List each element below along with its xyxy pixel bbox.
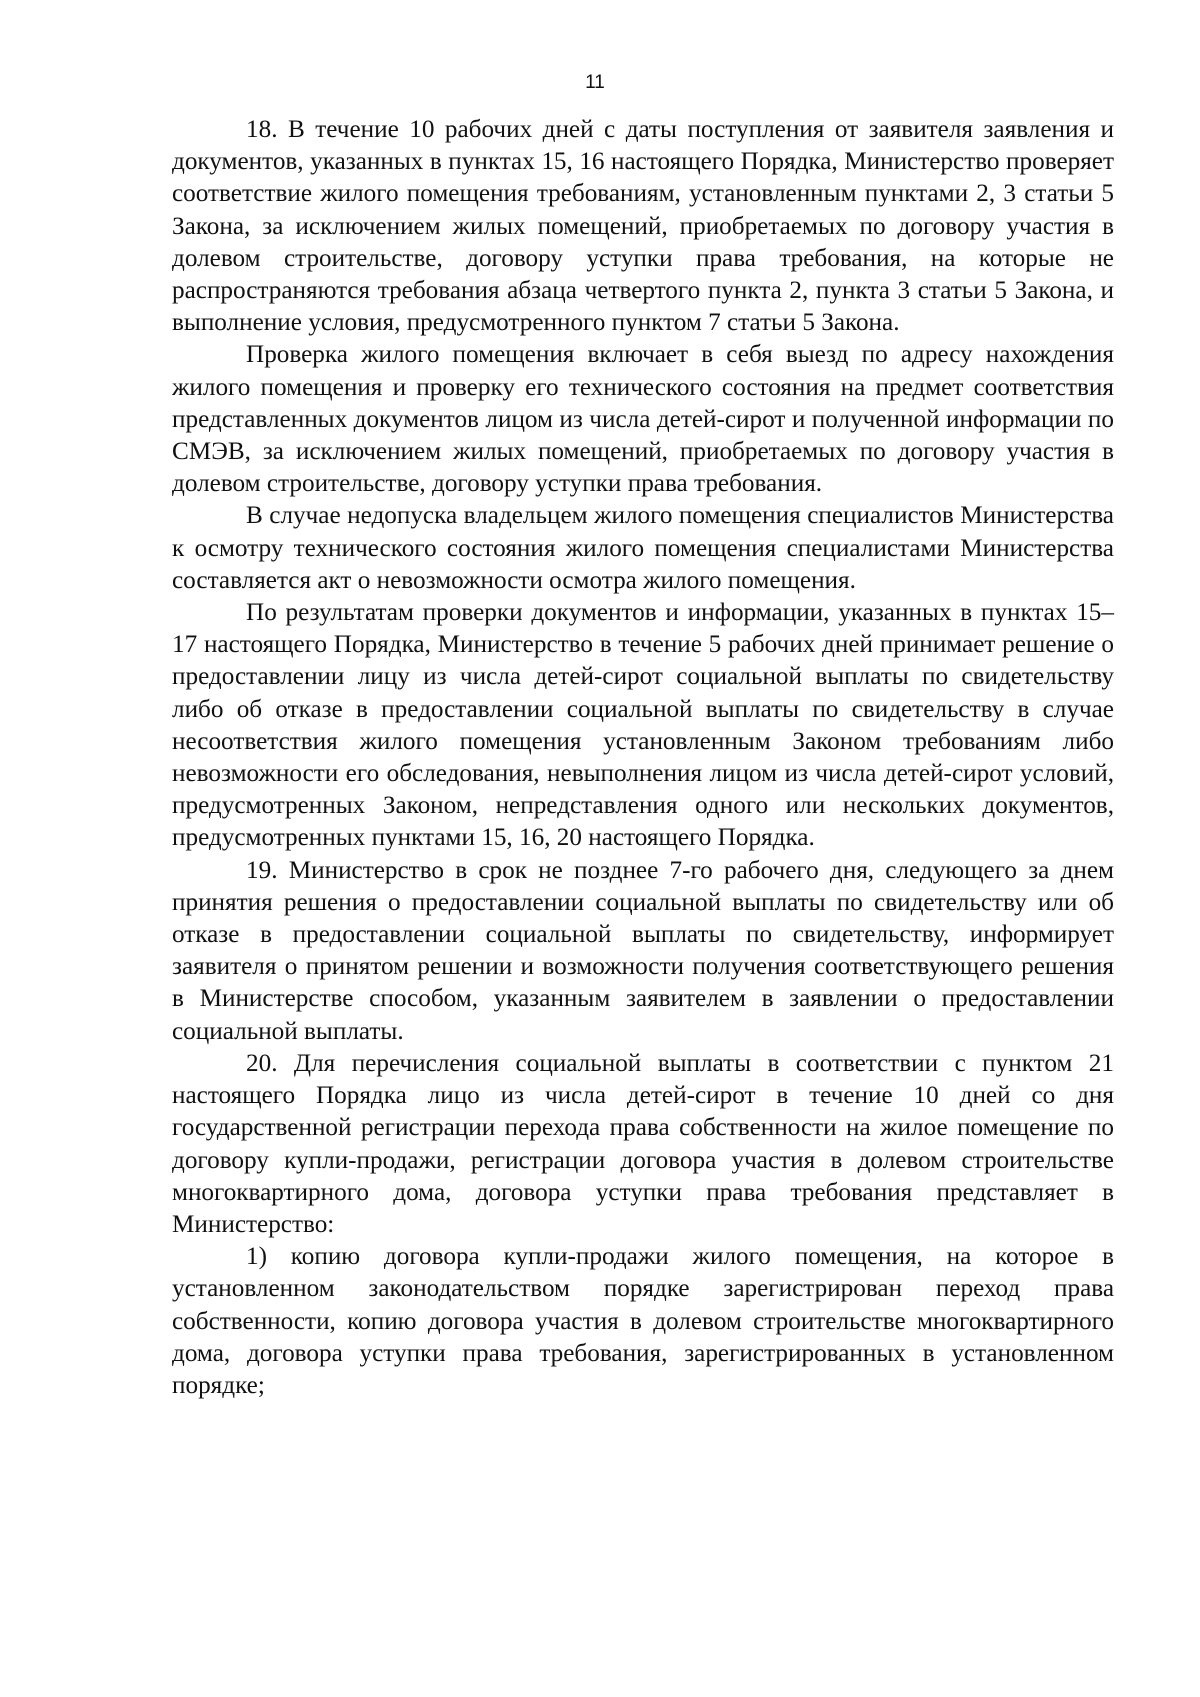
- page-number: 11: [585, 72, 605, 93]
- paragraph-decision: По результатам проверки документов и информации, указанных в пунктах 15–17 настоящего Порядка, Министерство в течение 5 рабочих дней принимает решение о предоставлении лицу из числа детей-сирот социальной выплаты по свидетельству либо об отказе в предоставлении социальной выплаты по свидетельству в случае несоответствия жилого помещения установленным Законом требованиям либо невозможности его обследования, невыполнения лицом из числа детей-сирот условий, предусмотренных Законом, непредставления одного или нескольких документов, предусмотренных пунктами 15, 16, 20 настоящего Порядка.: [172, 599, 1114, 852]
- paragraph-20-item-1: 1) копию договора купли-продажи жилого помещения, на которое в установленном законодательством порядке зарегистрирован переход права собственности, копию договора участия в долевом строительстве многоквартирного дома, договора уступки права требования, зарегистрированных в установленном порядке;: [172, 1243, 1114, 1399]
- paragraph-20: 20. Для перечисления социальной выплаты в соответствии с пунктом 21 настоящего Порядка лицо из числа детей-сирот в течение 10 дней со дня государственной регистрации перехода права собственности на жилое помещение по договору купли-продажи, регистрации договора участия в долевом строительстве многоквартирного дома, договора уступки права требования представляет в Министерство:: [172, 1049, 1114, 1238]
- paragraph-18: 18. В течение 10 рабочих дней с даты поступления от заявителя заявления и документов, указанных в пунктах 15, 16 настоящего Порядка, Министерство проверяет соответствие жилого помещения требованиям, установленным пунктами 2, 3 статьи 5 Закона, за исключением жилых помещений, приобретаемых по договору участия в долевом строительстве, договору уступки права требования, на которые не распространяются требования абзаца четвертого пункта 2, пункта 3 статьи 5 Закона, и выполнение условия, предусмотренного пунктом 7 статьи 5 Закона.: [172, 116, 1114, 337]
- paragraph-19: 19. Министерство в срок не позднее 7-го рабочего дня, следующего за днем принятия решения о предоставлении социальной выплаты по свидетельству или об отказе в предоставлении социальной выплаты по свидетельству, информирует заявителя о принятом решении и возможности получения соответствующего решения в Министерстве способом, указанным заявителем в заявлении о предоставлении социальной выплаты.: [172, 856, 1114, 1045]
- paragraph-inspection: Проверка жилого помещения включает в себя выезд по адресу нахождения жилого помещения и проверку его технического состояния на предмет соответствия представленных документов лицом из числа детей-сирот и полученной информации по СМЭВ, за исключением жилых помещений, приобретаемых по договору участия в долевом строительстве, договору уступки права требования.: [172, 341, 1114, 498]
- paragraph-access-denial: В случае недопуска владельцем жилого помещения специалистов Министерства к осмотру технического состояния жилого помещения специалистами Министерства составляется акт о невозможности осмотра жилого помещения.: [172, 502, 1114, 594]
- document-body: [172, 114, 1114, 1402]
